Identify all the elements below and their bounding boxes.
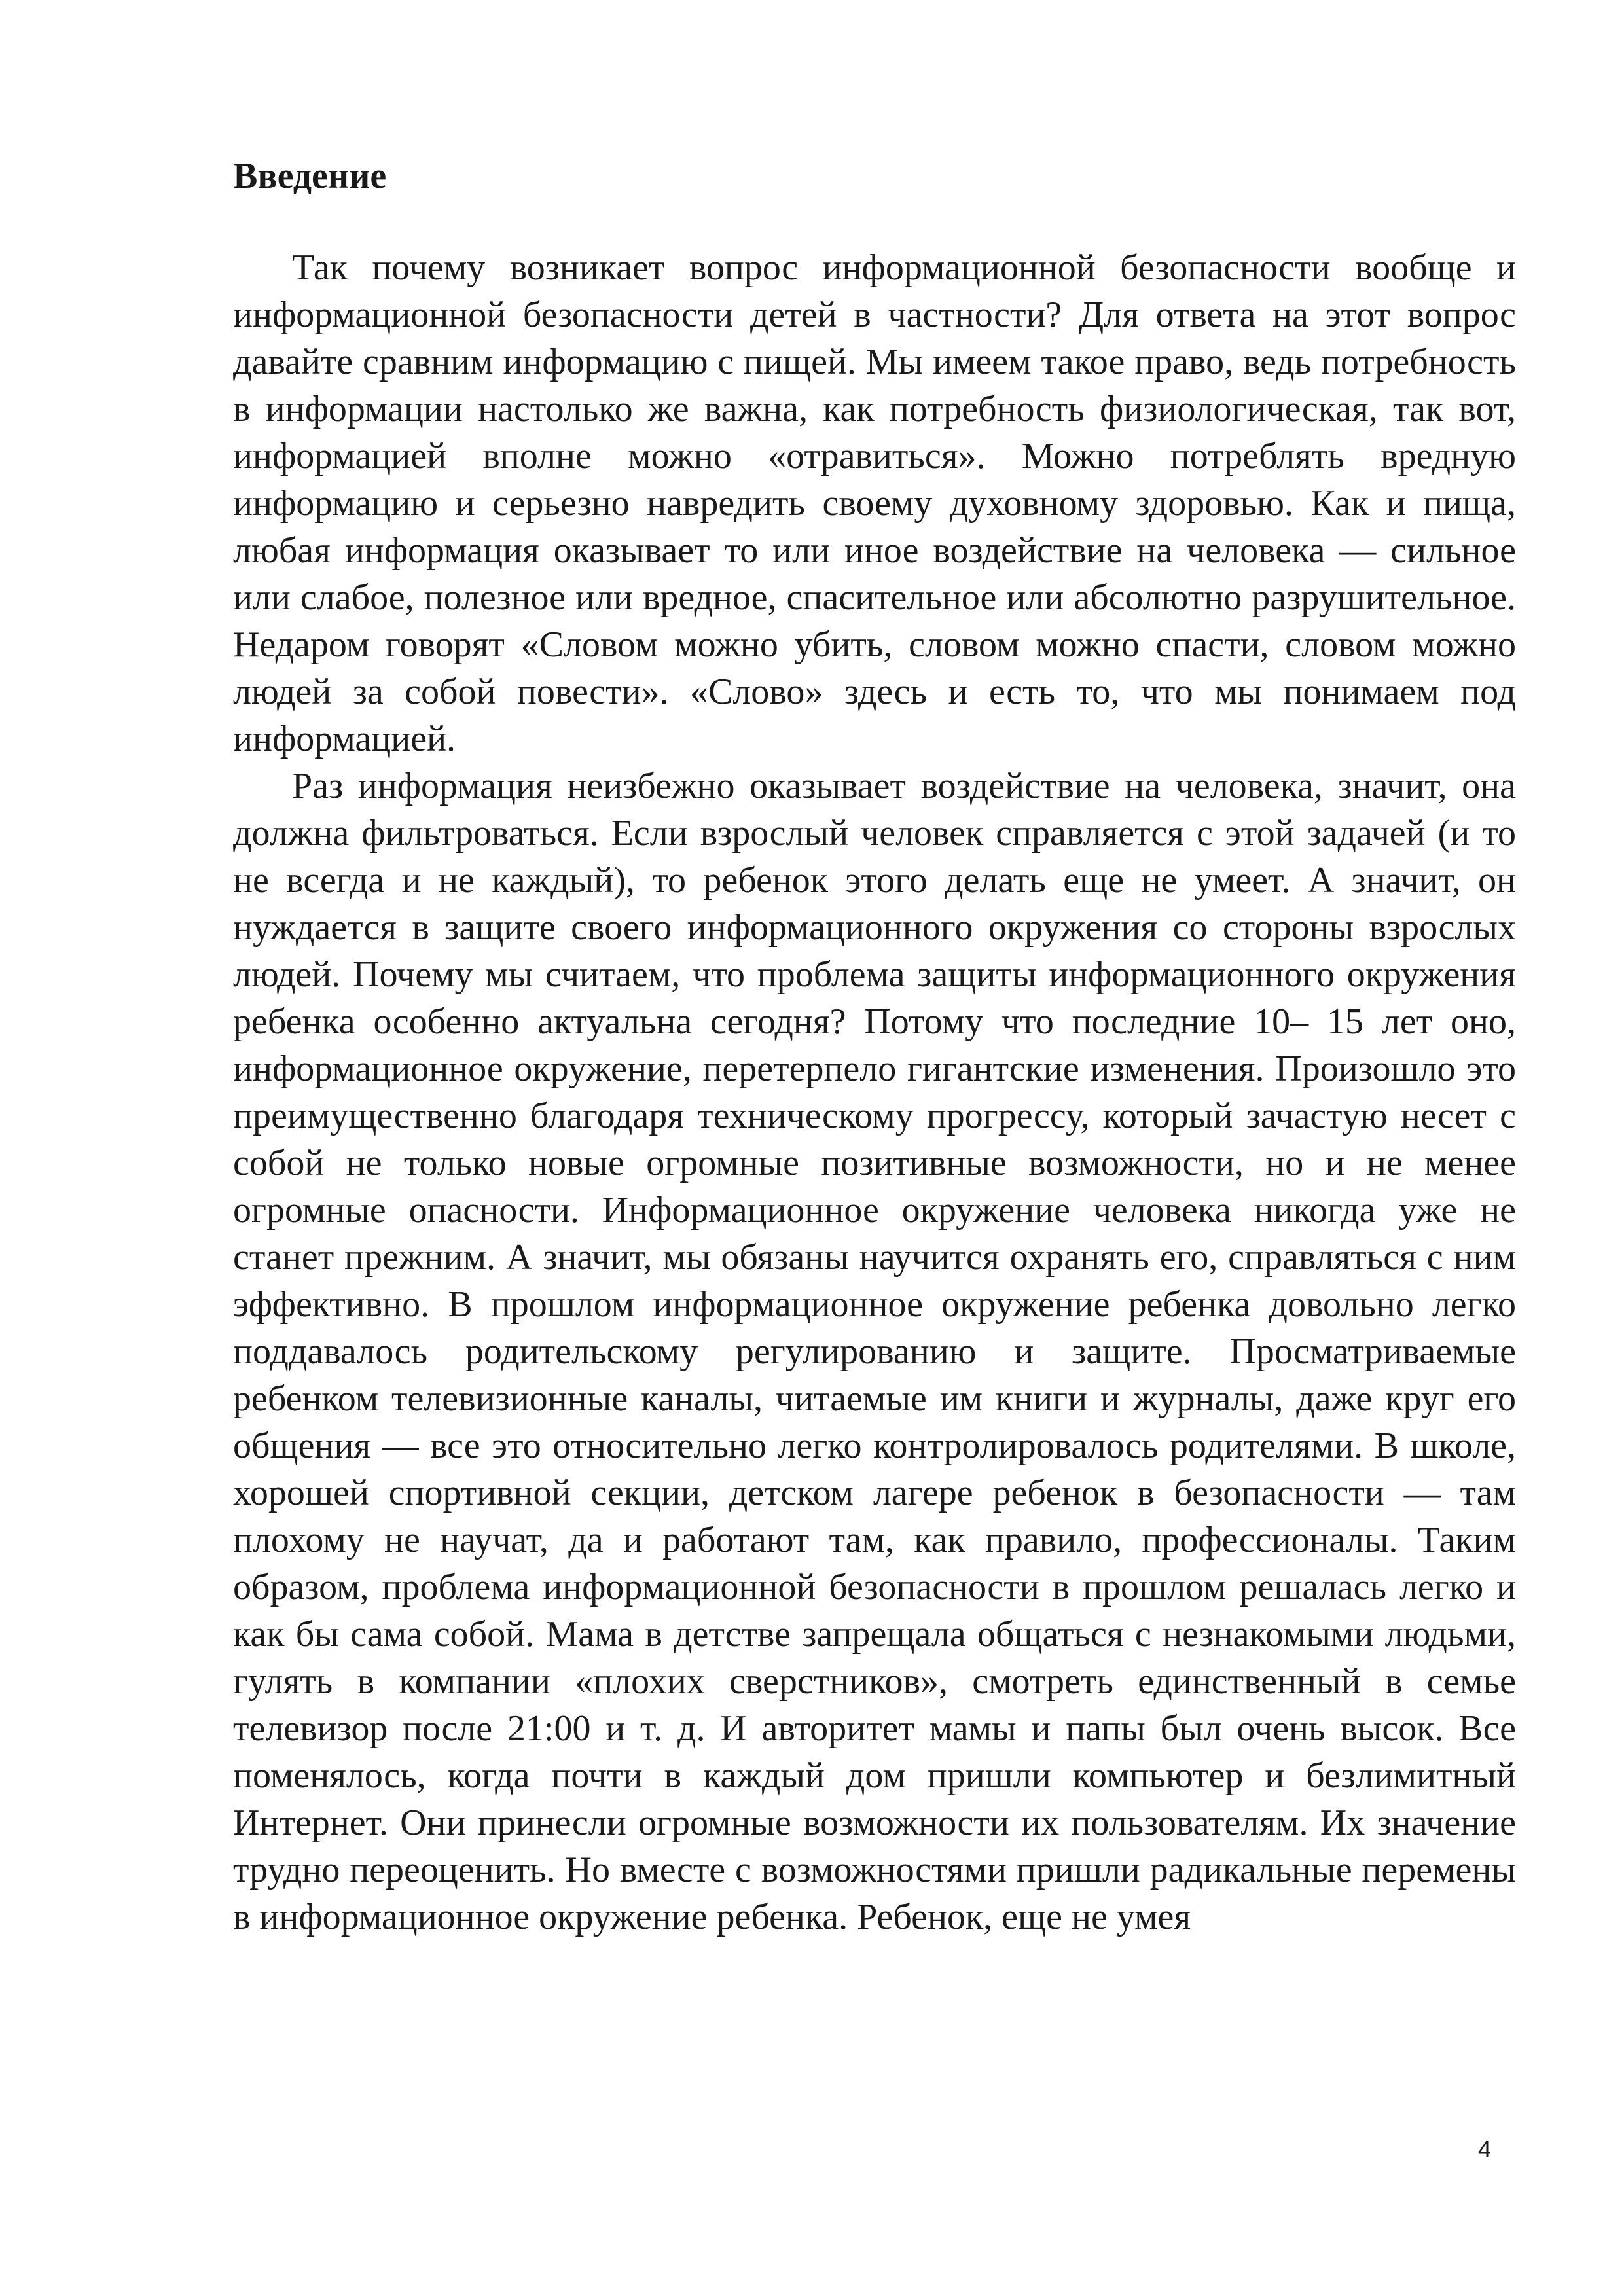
page-content [233,154,1516,1941]
paragraph-2: Раз информация неизбежно оказывает воздействие на человека, значит, она должна фильтроваться. Если взрослый человек справляется с этой задачей (и то не всегда и не каждый), то ребенок этого делать еще не умеет. А значит, он нуждается в защите своего информационного окружения со стороны взрослых людей. Почему мы считаем, что проблема защиты информационного окружения ребенка особенно актуальна сегодня? Потому что последние 10– 15 лет оно, информационное окружение, перетерпело гигантские изменения. Произошло это преимущественно благодаря техническому прогрессу, который зачастую несет с собой не только новые огромные позитивные возможности, но и не менее огромные опасности. Информационное окружение человека никогда уже не станет прежним. А значит, мы обязаны научится охранять его, справляться с ним эффективно. В прошлом информационное окружение ребенка довольно легко поддавалось родительскому регулированию и защите. Просматриваемые ребенком телевизионные каналы, читаемые им книги и журналы, даже круг его общения — все это относительно легко контролировалось родителями. В школе, хорошей спортивной секции, детском лагере ребенок в безопасности — там плохому не научат, да и работают там, как правило, профессионалы. Таким образом, проблема информационной безопасности в прошлом решалась легко и как бы сама собой. Мама в детстве запрещала общаться с незнакомыми людьми, гулять в компании «плохих сверстников», смотреть единственный в семье телевизор после 21:00 и т. д. И авторитет мамы и папы был очень высок. Все поменялось, когда почти в каждый дом пришли компьютер и безлимитный Интернет. Они принесли огромные возможности их пользователям. Их значение трудно переоценить. Но вместе с возможностями пришли радикальные перемены в информационное окружение ребенка. Ребенок, еще не умея [233,766,1516,1938]
section-heading: Введение [233,156,387,196]
page-number: 4 [1478,2136,1492,2162]
paragraph-1: Так почему возникает вопрос информационной безопасности вообще и информационной безопасности детей в частности? Для ответа на этот вопрос давайте сравним информацию с пищей. Мы имеем такое право, ведь потребность в информации настолько же важна, как потребность физиологическая, так вот, информацией вполне можно «отравиться». Можно потреблять вредную информацию и серьезно навредить своему духовному здоровью. Как и пища, любая информация оказывает то или иное воздействие на человека — сильное или слабое, полезное или вредное, спасительное или абсолютно разрушительное. Недаром говорят «Словом можно убить, словом можно спасти, словом можно людей за собой повести». «Слово» здесь и есть то, что мы понимаем под информацией. [233,247,1516,760]
